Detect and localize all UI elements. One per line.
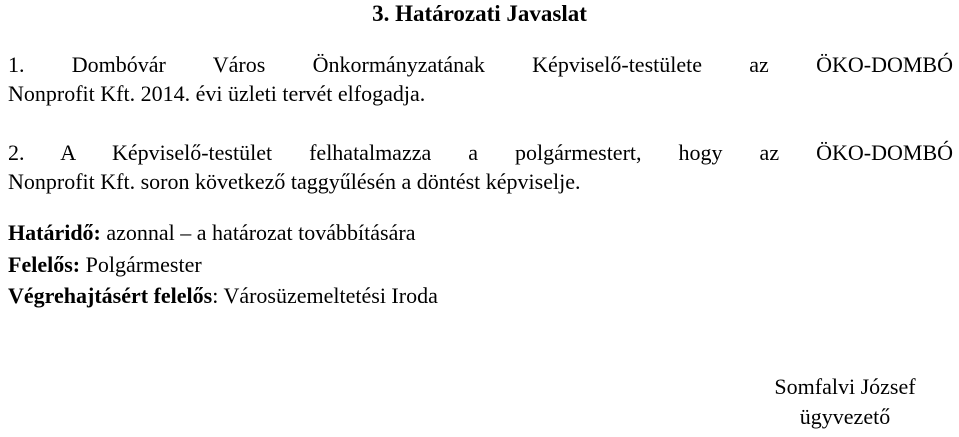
responsible-value: Polgármester: [80, 252, 202, 277]
responsible-label: Felelős:: [8, 252, 81, 277]
page-title: 3. Határozati Javaslat: [372, 1, 587, 26]
resolution-item-1-line-2: Nonprofit Kft. 2014. évi üzleti tervét elfogadja.: [8, 81, 426, 106]
executor-label: Végrehajtásért felelős: [8, 283, 213, 308]
deadline-value: azonnal – a határozat továbbítására: [100, 220, 416, 245]
signature-role: ügyvezető: [799, 404, 891, 429]
resolution-item-1: [8, 50, 953, 108]
executor-row: [8, 281, 438, 311]
resolution-item-2: [8, 138, 953, 196]
deadline-label: Határidő:: [8, 220, 101, 245]
responsible-row: [8, 250, 202, 280]
signature-block: [745, 372, 945, 432]
signature-name: Somfalvi József: [774, 374, 916, 399]
deadline-row: [8, 218, 415, 248]
executor-value: : Városüzemeltetési Iroda: [212, 283, 438, 308]
resolution-item-1-line-1: 1. Dombóvár Város Önkormányzatának Képviselő-testülete az ÖKO-DOMBÓ: [8, 52, 953, 77]
resolution-item-2-line-2: Nonprofit Kft. soron következő taggyűlésén a döntést képviselje.: [8, 169, 581, 194]
resolution-item-2-line-1: 2. A Képviselő-testület felhatalmazza a polgármestert, hogy az ÖKO-DOMBÓ: [8, 140, 953, 165]
